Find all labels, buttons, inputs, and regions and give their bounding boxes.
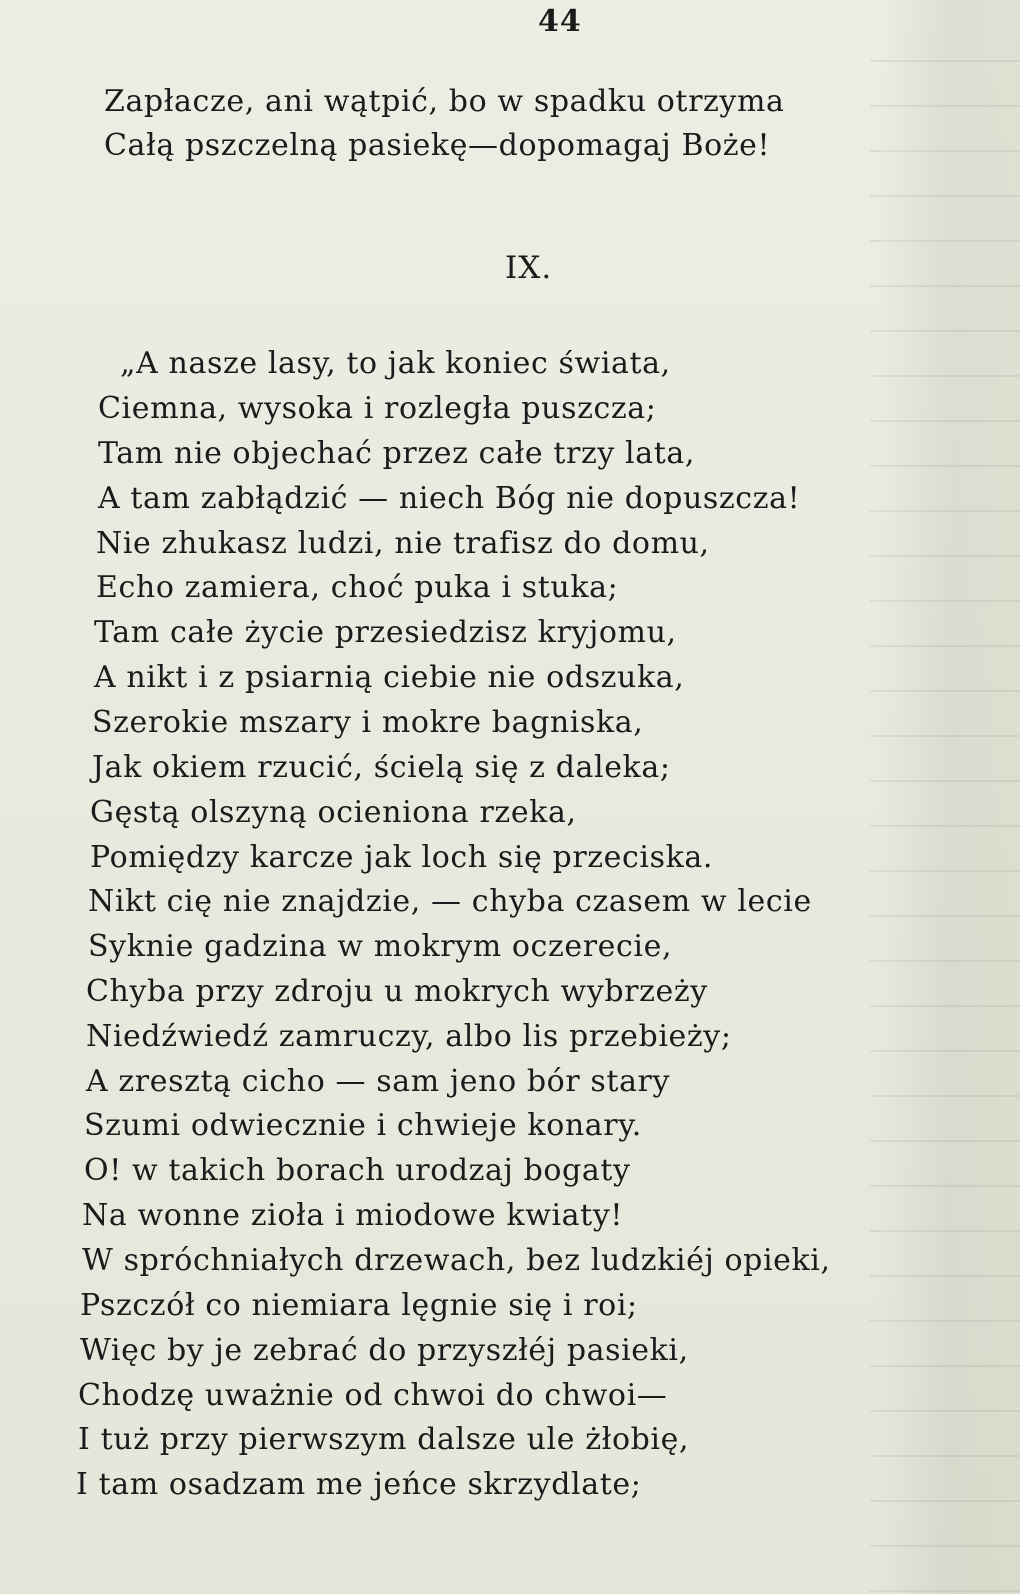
verse-line: O! w takich borach urodzaj bogaty [84, 1153, 631, 1188]
verse-line: Pszczół co niemiara lęgnie się i roi; [80, 1288, 638, 1323]
page-number: 44 [538, 4, 582, 39]
verse-line: Syknie gadzina w mokrym oczerecie, [88, 929, 673, 964]
verse-line: Całą pszczelną pasiekę—dopomagaj Boże! [104, 128, 771, 163]
verse-line: Tam nie objechać przez całe trzy lata, [98, 436, 696, 471]
verse-line: Więc by je zebrać do przyszłéj pasieki, [80, 1333, 689, 1368]
verse-line: Szerokie mszary i mokre bagniska, [92, 705, 644, 740]
verse-line: Zapłacze, ani wątpić, bo w spadku otrzyma [104, 84, 785, 119]
verse-line: Echo zamiera, choć puka i stuka; [96, 570, 619, 605]
verse-line: Szumi odwiecznie i chwieje konary. [84, 1108, 642, 1143]
verse-line: Nie zhukasz ludzi, nie trafisz do domu, [96, 526, 710, 561]
verse-line: Niedźwiedź zamruczy, albo lis przebieży; [86, 1019, 732, 1054]
verse-line: W spróchniałych drzewach, bez ludzkiéj opieki, [82, 1243, 831, 1278]
verse-line: Chodzę uważnie od chwoi do chwoi— [78, 1378, 668, 1413]
verse-line: Tam całe życie przesiedzisz kryjomu, [94, 615, 677, 650]
verse-line: Gęstą olszyną ocieniona rzeka, [90, 795, 577, 830]
show-through-texture [870, 60, 1020, 1594]
section-heading: IX. [505, 250, 553, 286]
verse-line: I tam osadzam me jeńce skrzydlate; [76, 1467, 642, 1502]
verse-line: Chyba przy zdroju u mokrych wybrzeży [86, 974, 708, 1009]
verse-line: Ciemna, wysoka i rozległa puszcza; [98, 391, 657, 426]
verse-line: Jak okiem rzucić, ścielą się z daleka; [92, 750, 671, 785]
verse-line: Nikt cię nie znajdzie, — chyba czasem w lecie [88, 884, 812, 919]
verse-line: A tam zabłądzić — niech Bóg nie dopuszcza! [98, 481, 801, 516]
verse-line: I tuż przy pierwszym dalsze ule żłobię, [78, 1422, 690, 1457]
verse-line: Na wonne zioła i miodowe kwiaty! [82, 1198, 624, 1233]
verse-line: A nikt i z psiarnią ciebie nie odszuka, [94, 660, 685, 695]
verse-line: „A nasze lasy, to jak koniec świata, [120, 346, 671, 381]
verse-line: Pomiędzy karcze jak loch się przeciska. [90, 840, 714, 875]
verse-line: A zresztą cicho — sam jeno bór stary [86, 1064, 671, 1099]
